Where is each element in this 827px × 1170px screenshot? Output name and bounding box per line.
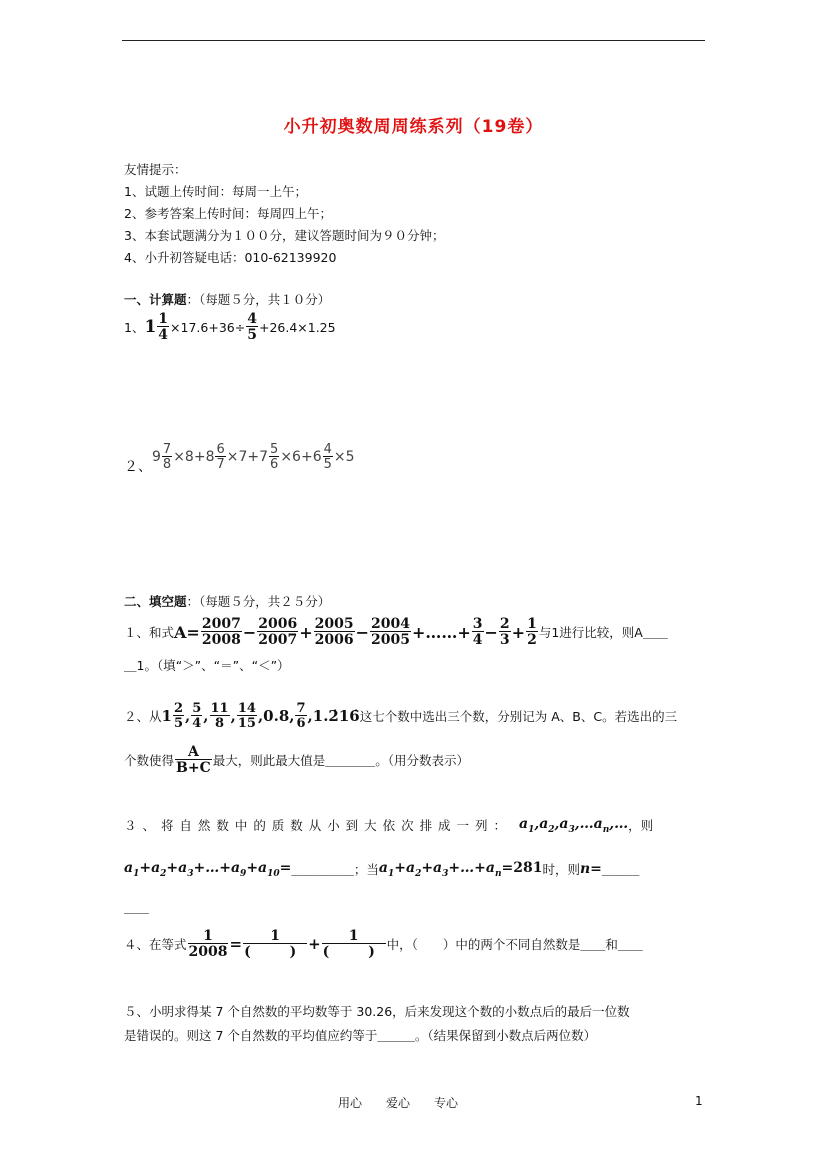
fraction-a-over-b-plus-c: $\frac{A}{B+C}$ (176, 744, 211, 776)
s2-q5-line2: 是错误的。则这 7 个自然数的平均值应约等于＿＿＿。（结果保留到小数点后两位数） (124, 1028, 597, 1043)
s1-q1-expr-part1: ×17.6+36÷ (170, 319, 246, 335)
prime-sequence: $a_1,a_2,a_3,\dots a_n,\dots$ (518, 816, 629, 835)
s2-question-3 (124, 816, 653, 835)
s2-q2-suffix: 这七个数中选出三个数，分别记为 A、B、C。若选出的三 (359, 709, 678, 724)
section1-title: 一、计算题 (124, 292, 187, 307)
s2-question-1 (124, 612, 668, 652)
s2-q3-line3: ＿＿ (124, 900, 150, 915)
tips-heading: 友情提示： (124, 162, 187, 177)
fraction: $\frac{4}{5}$ (247, 311, 257, 343)
page-number: 1 (695, 1094, 703, 1108)
s1-q1-number: 1、 (124, 320, 145, 335)
s1-q2-number: ２、 (124, 459, 152, 475)
s2-q5-line1: ５、小明求得某 7 个自然数的平均数等于 30.26，后来发现这个数的小数点后的最后一位数 (124, 1004, 630, 1019)
tip-item-3: 3、本套试题满分为１００分，建议答题时间为９０分钟； (124, 228, 445, 243)
variable-n: n= (579, 861, 602, 878)
s2-q3-line2 (124, 860, 639, 879)
tip-item-4: 4、小升初答疑电话：010-62139920 (124, 250, 337, 265)
footer-motto: 用心 爱心 专心 (338, 1096, 459, 1110)
section2-note: ：（每题５分，共２５分） (186, 594, 331, 609)
s2-q2-line2a: 个数使得 (124, 753, 175, 768)
s2-q3-blank: ＿＿＿ (601, 862, 640, 878)
s2-question-2 (124, 696, 677, 736)
s2-q1-prefix: １、和式 (124, 625, 175, 640)
s2-q1-expression: A= $\frac{2007}{2008}$ − $\frac{2006}{2007}$ + $\frac{2005}{2006}$ − $\frac{2004}{2005}$ +……+ $\frac{3}{4}$ − $\frac{2}{3}$ + $\frac{1}{2}$ (174, 616, 537, 648)
s1-question-1 (124, 312, 336, 342)
header-rule (122, 40, 705, 41)
s2-q4-suffix: 中，（ ）中的两个不同自然数是＿＿和＿＿ (386, 937, 643, 952)
s2-q2-line2b: 最大，则此最大值是＿＿＿＿。（用分数表示） (212, 753, 469, 768)
s2-q3-line2-mid: ＿＿＿＿＿；当 (291, 862, 379, 878)
sum-expression-1: $a_1+a_2+a_3+\dots+a_9+a_{10}=$ (124, 860, 292, 879)
s2-q3-line2-end: 时，则 (542, 862, 580, 878)
s2-q1-line2: ＿1。（填“＞”、“＝”、“＜”） (124, 658, 290, 673)
page-title: 小升初奥数周周练系列（19卷） (283, 117, 544, 137)
tip-item-2: 2、参考答案上传时间：每周四上午； (124, 206, 332, 221)
s2-q1-suffix: 与1进行比较，则A＿＿ (538, 625, 668, 640)
section2-heading (124, 592, 330, 610)
section1-heading (124, 290, 330, 308)
mixed-number: 1 $\frac{1}{4}$ (144, 311, 169, 343)
s1-q1-expr-part2: +26.4×1.25 (258, 319, 336, 335)
s2-q4-prefix: ４、在等式 (124, 937, 187, 952)
s2-q3-line1-end: ，则 (628, 818, 654, 834)
s2-q2-line2 (124, 740, 469, 780)
section1-note: ：（每题５分，共１０分） (186, 292, 331, 307)
s1-q2-expression: 9 $\frac{7}{8}$ ×8+8 $\frac{6}{7}$ ×7+7 $\frac{5}{6}$ ×6+6 $\frac{4}{5}$ ×5 (152, 442, 355, 472)
section2-title: 二、填空题 (124, 594, 187, 609)
s1-question-2 (124, 438, 355, 476)
sum-expression-2: $a_1+a_2+a_3+\dots+a_n=281$ (378, 860, 543, 879)
s2-q4-equation: $\frac{1}{2008}$ = $\frac{1}{( )}$ + $\frac{1}{( )}$ (187, 929, 387, 959)
s2-question-4 (124, 922, 643, 966)
s2-q2-prefix: ２、从 (124, 709, 162, 724)
tip-item-1: 1、试题上传时间：每周一上午； (124, 184, 307, 199)
s2-q2-numbers: 1 $\frac{2}{5}$ , $\frac{5}{4}$ , $\frac{11}{8}$ , $\frac{14}{15}$ ,0.8, $\frac{7}{6}$ ,1.2̇16̇ (161, 701, 360, 731)
s2-q3-line1: ３ 、 将 自 然 数 中 的 质 数 从 小 到 大 依 次 排 成 一 列 ： (124, 818, 507, 834)
